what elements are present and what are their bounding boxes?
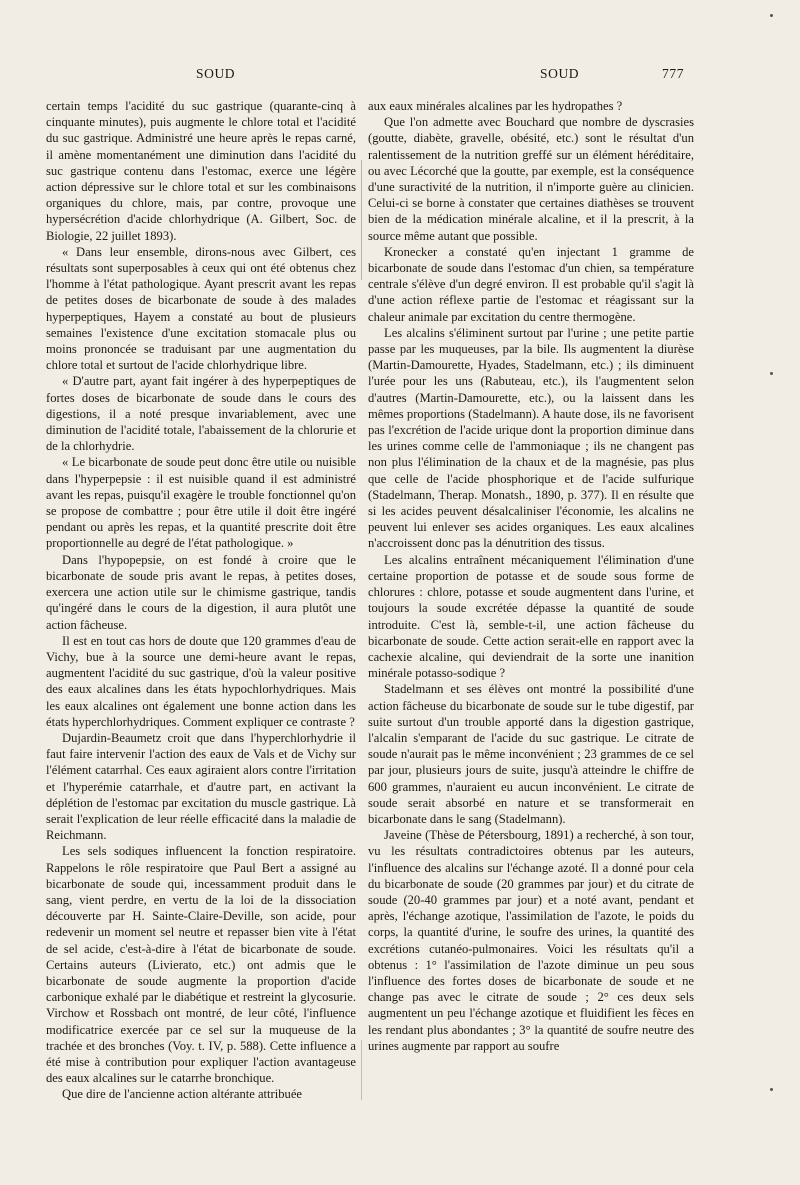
paragraph: aux eaux minérales alcalines par les hydropathes ?: [368, 99, 623, 113]
left-column: [46, 98, 356, 1103]
paragraph: « Dans leur ensemble, dirons-nous avec Gilbert, ces résultats sont superposables à ceux qui ont été obtenus chez l'homme à l'état pathologique. Ayant prescrit avant les repas de petites doses de bicarbonate de soude à des malades hyperpeptiques, Hayem a constaté au bout de plusieurs semaines l'existence d'une excitation stomacale plus ou moins prononcée se traduisant par une augmentation du chlore total et surtout de l'acide chlorhydrique libre.: [46, 244, 356, 373]
column-divider-lower: [361, 1040, 362, 1100]
paragraph: Les alcalins entraînent mécaniquement l'élimination d'une certaine proportion de potasse et de soude sous forme de chlorures : chlore, potasse et soude augmentent dans l'urine, et toujours la soude excrétée dépasse la quantité de soude introduite. C'est là, semble-t-il, une action fâcheuse du bicarbonate de soude. Cette action serait-elle en rapport avec la cachexie alcaline, qui deviendrait de la sorte une inanition minérale potasso-sodique ?: [368, 552, 694, 681]
paragraph: Que dire de l'ancienne action altérante attribuée: [62, 1087, 303, 1102]
paragraph: certain temps l'acidité du suc gastrique (quarante-cinq à cinquante minutes), puis augmente le chlore total et l'acidité du suc gastrique. Administré une heure après le repas carné, il amène momentanément une diminution dans l'acidité du suc gastrique contenu dans l'estomac, exerce une légère action dépressive sur le chlore total et sur les combinaisons organiques du chlore, mais, par contre, provoque une hypersécrétion d'acide chlorhydrique (A. Gilbert, Soc. de Biologie, 22 juillet 1893).: [46, 99, 356, 243]
page-number: 777: [662, 66, 685, 81]
paragraph: Stadelmann et ses élèves ont montré la possibilité d'une action fâcheuse du bicarbonate de soude sur le tube digestif, par suite surtout d'un trouble apporté dans la digestion gastrique, l'alcalin s'emparant de l'acide du suc gastrique. Le citrate de soude n'aurait pas le même inconvénient ; 23 grammes de ce sel par jour, plusieurs jours de suite, jusqu'à atteindre le chiffre de 600 grammes, n'auraient eu aucun inconvénient. Le citrate de soude serait absorbé en nature et se transformerait en bicarbonate dans le sang (Stadelmann).: [368, 682, 694, 826]
paragraph: Les alcalins s'éliminent surtout par l'urine ; une petite partie passe par les muqueuses, par la bile. Ils augmentent la diurèse (Martin-Damourette, Hyades, Stadelmann, etc.) ; ils diminuent l'urée pour les uns (Rabuteau, etc.), ils l'augmentent selon d'autres (Martin-Damourette, etc.), ou la laissent dans les mêmes proportions (Stadelmann). A haute dose, ils ne favorisent pas l'excrétion de l'acide urique dont la proportion diminue dans les urines comme celle de l'ammoniaque ; ils ne changent pas non plus l'élimination de la chaux et de la magnésie, pas plus que celle de l'acide phosphorique et de l'acide sulfurique (Stadelmann, Therap. Monatsh., 1890, p. 377). Il en résulte que si les acides peuvent désalcaliniser l'économie, les alcalins ne peuvent lui enlever ses acides organiques. Les eaux alcalines n'accroissent donc pas la dénutrition des tissus.: [368, 325, 694, 551]
paragraph: Dans l'hypopepsie, on est fondé à croire que le bicarbonate de soude pris avant le repas, à petites doses, exercera une action utile sur le chimisme gastrique, tandis qu'ingéré dans le cours de la digestion, il aura plutôt une action fâcheuse.: [46, 552, 356, 632]
column-divider: [361, 160, 362, 280]
right-column: [368, 98, 694, 1054]
scan-speck: [770, 14, 773, 17]
paragraph: « D'autre part, ayant fait ingérer à des hyperpeptiques de fortes doses de bicarbonate de soude dans le cours des digestions, il a noté presque invariablement, avec une diminution de l'acidité totale, l'abaissement de la chlorurie et de la chlorhydrie.: [46, 374, 356, 454]
paragraph: Que l'on admette avec Bouchard que nombre de dyscrasies (goutte, diabète, gravelle, obésité, etc.) sont le résultat d'un ralentissement de la nutrition greffé sur un élément héréditaire, ou avec Lécorché que la goutte, par exemple, est la conséquence d'une suractivité de la nutrition, il n'importe guère au clinicien. Celui-ci se borne à constater que certaines diathèses se trouvent bien de la médication minérale alcaline, et il la prescrit, à la source même autant que possible.: [368, 115, 694, 243]
header-right-title: SOUD: [540, 66, 580, 81]
paragraph: Dujardin-Beaumetz croit que dans l'hyperchlorhydrie il faut faire intervenir l'action des eaux de Vals et de Vichy sur l'élément catarrhal. Ces eaux agiraient alors contre l'irritation et l'hyperémie catarrhale, et d'autre part, en activant la déplétion de l'estomac par excitation du muscle gastrique. Là serait l'explication de leur réelle efficacité dans la maladie de Reichmann.: [46, 730, 356, 843]
scan-speck: [770, 1088, 773, 1091]
paragraph: Kronecker a constaté qu'en injectant 1 gramme de bicarbonate de soude dans l'estomac d'un chien, sa température centrale s'élève d'un degré environ. Il est probable qu'il s'agit là d'une action réflexe partie de l'estomac et réagissant sur la chaleur animale par excitation du centre thermogène.: [368, 244, 694, 324]
paragraph: Il est en tout cas hors de doute que 120 grammes d'eau de Vichy, bue à la source une demi-heure avant le repas, augmentent l'acidité du suc gastrique, d'où la valeur positive des eaux alcalines dans les états hypochlorhydriques. Mais les eaux alcalines ont également une bonne action dans les états hyperchlorhydriques. Comment expliquer ce contraste ?: [46, 633, 356, 729]
paragraph: Les sels sodiques influencent la fonction respiratoire. Rappelons le rôle respiratoire que Paul Bert a assigné au bicarbonate de soude qui, incessamment produit dans le sang, vient perdre, en vertu de la loi de la dissociation découverte par H. Sainte-Claire-Deville, son acide, pour redevenir un moment sel neutre et repasser bien vite à l'état de sel acide, c'est-à-dire à l'état de bicarbonate de soude. Certains auteurs (Livierato, etc.) ont admis que le bicarbonate de soude augmente la proportion d'acide carbonique exhalé par le diabétique et restreint la glycosurie. Virchow et Rossbach ont montré, de leur côté, l'influence modificatrice exercée par ce sel sur la muqueuse de la trachée et des bronches (Voy. t. IV, p. 588). Cette influence a été mise à contribution pour expliquer l'action avantageuse des eaux alcalines sur le catarrhe bronchique.: [46, 844, 356, 1086]
header-left-title: SOUD: [196, 66, 236, 81]
paragraph: Javeine (Thèse de Pétersbourg, 1891) a recherché, à son tour, vu les résultats contradictoires obtenus par les auteurs, l'influence des alcalins sur l'échange azoté. Il a donné pour cela du bicarbonate de soude (20 grammes par jour) et du citrate de soude (20-40 grammes par jour) et a noté avant, pendant et après, l'échange azotique, l'assimilation de l'azote, le poids du corps, la quantité d'urine, le soufre des urines, la quantité des excrétions cutanéo-pulmonaires. Voici les résultats qu'il a obtenus : 1° l'assimilation de l'azote diminue un peu sous l'influence des fortes doses de bicarbonate de soude et ne change pas avec le citrate de soude ; 2° ces deux sels augmentent un peu l'échange azotique et fluidifient les fèces en les rendant plus abondantes ; 3° la quantité de soufre neutre des urines augmente par rapport au soufre: [368, 828, 694, 1053]
running-header: [0, 66, 800, 86]
scan-speck: [770, 372, 773, 375]
paragraph: « Le bicarbonate de soude peut donc être utile ou nuisible dans l'hyperpepsie : il est nuisible quand il est administré avant les repas, puisqu'il exagère le trouble fonctionnel qu'on se propose de combattre ; pour être utile il doit être ingéré pendant ou après les repas, et la quantité prescrite doit être proportionnelle au degré de l'état pathologique. »: [46, 455, 356, 551]
